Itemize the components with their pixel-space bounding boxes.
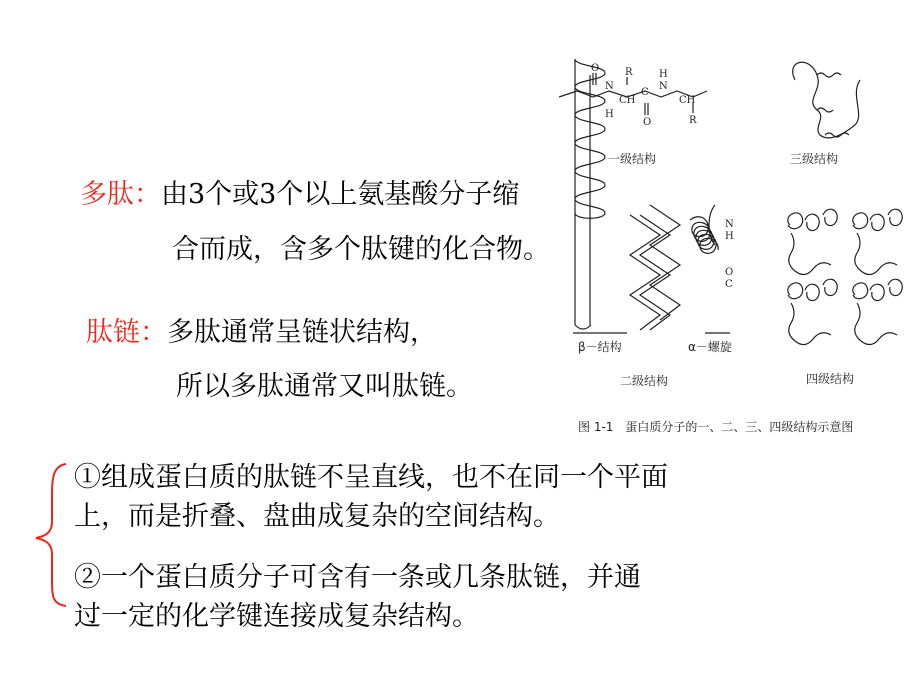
curly-brace xyxy=(30,460,70,610)
chem-ch-1: CH xyxy=(619,95,636,106)
alpha-helix-diagram xyxy=(690,205,718,253)
note-2-line1: ②一个蛋白质分子可含有一条或几条肽链，并通 xyxy=(74,562,641,593)
zigzag-diagram xyxy=(630,205,680,330)
quaternary-structure-label: 四级结构 xyxy=(806,372,855,386)
polypeptide-definition xyxy=(80,178,519,212)
polypeptide-line1: 由3个或3个以上氨基酸分子缩 xyxy=(161,179,520,210)
peptide-chain-term: 肽链： xyxy=(86,317,167,348)
chem-r-2: R xyxy=(689,115,697,126)
chem-o-3: O xyxy=(725,267,734,278)
note-2-line2: 过一定的化学键连接成复杂结构。 xyxy=(74,601,479,632)
primary-structure-diagram xyxy=(559,73,707,115)
chem-h-2: H xyxy=(659,69,668,80)
polypeptide-term: 多肽： xyxy=(80,179,161,210)
chem-h-3: H xyxy=(725,231,734,242)
chem-c-3: C xyxy=(725,279,733,290)
polypeptide-line2: 合而成，含多个肽键的化合物。 xyxy=(172,234,550,265)
figure-caption: 图 1-1 蛋白质分子的一、二、三、四级结构示意图 xyxy=(578,420,854,434)
quaternary-structure-diagram xyxy=(788,209,902,344)
peptide-chain-line2: 所以多肽通常又叫肽链。 xyxy=(176,371,473,402)
peptide-chain-line1: 多肽通常呈链状结构， xyxy=(167,317,437,348)
note-1-line1: ①组成蛋白质的肽链不呈直线，也不在同一个平面 xyxy=(74,462,668,493)
beta-sheet-diagram xyxy=(575,59,605,329)
beta-structure-label: β－结构 xyxy=(578,340,622,354)
chem-h-1: H xyxy=(605,109,614,120)
alpha-helix-label: α－螺旋 xyxy=(688,340,732,354)
secondary-structure-label: 二级结构 xyxy=(620,374,669,388)
chem-n-1: N xyxy=(605,81,614,92)
protein-structure-figure xyxy=(555,55,920,445)
primary-structure-label: 一级结构 xyxy=(608,152,657,166)
chem-c-1: C xyxy=(641,87,649,98)
chem-o-2: O xyxy=(643,117,652,128)
chem-o-1: O xyxy=(591,63,600,74)
chem-n-3: N xyxy=(725,219,734,230)
chem-r-1: R xyxy=(625,67,633,78)
peptide-chain-definition xyxy=(86,316,437,350)
tertiary-structure-label: 三级结构 xyxy=(790,152,839,166)
chem-n-2: N xyxy=(659,81,668,92)
tertiary-structure-diagram xyxy=(793,62,860,138)
note-1-line2: 上，而是折叠、盘曲成复杂的空间结构。 xyxy=(74,501,560,532)
chem-ch-2: CH xyxy=(679,95,696,106)
